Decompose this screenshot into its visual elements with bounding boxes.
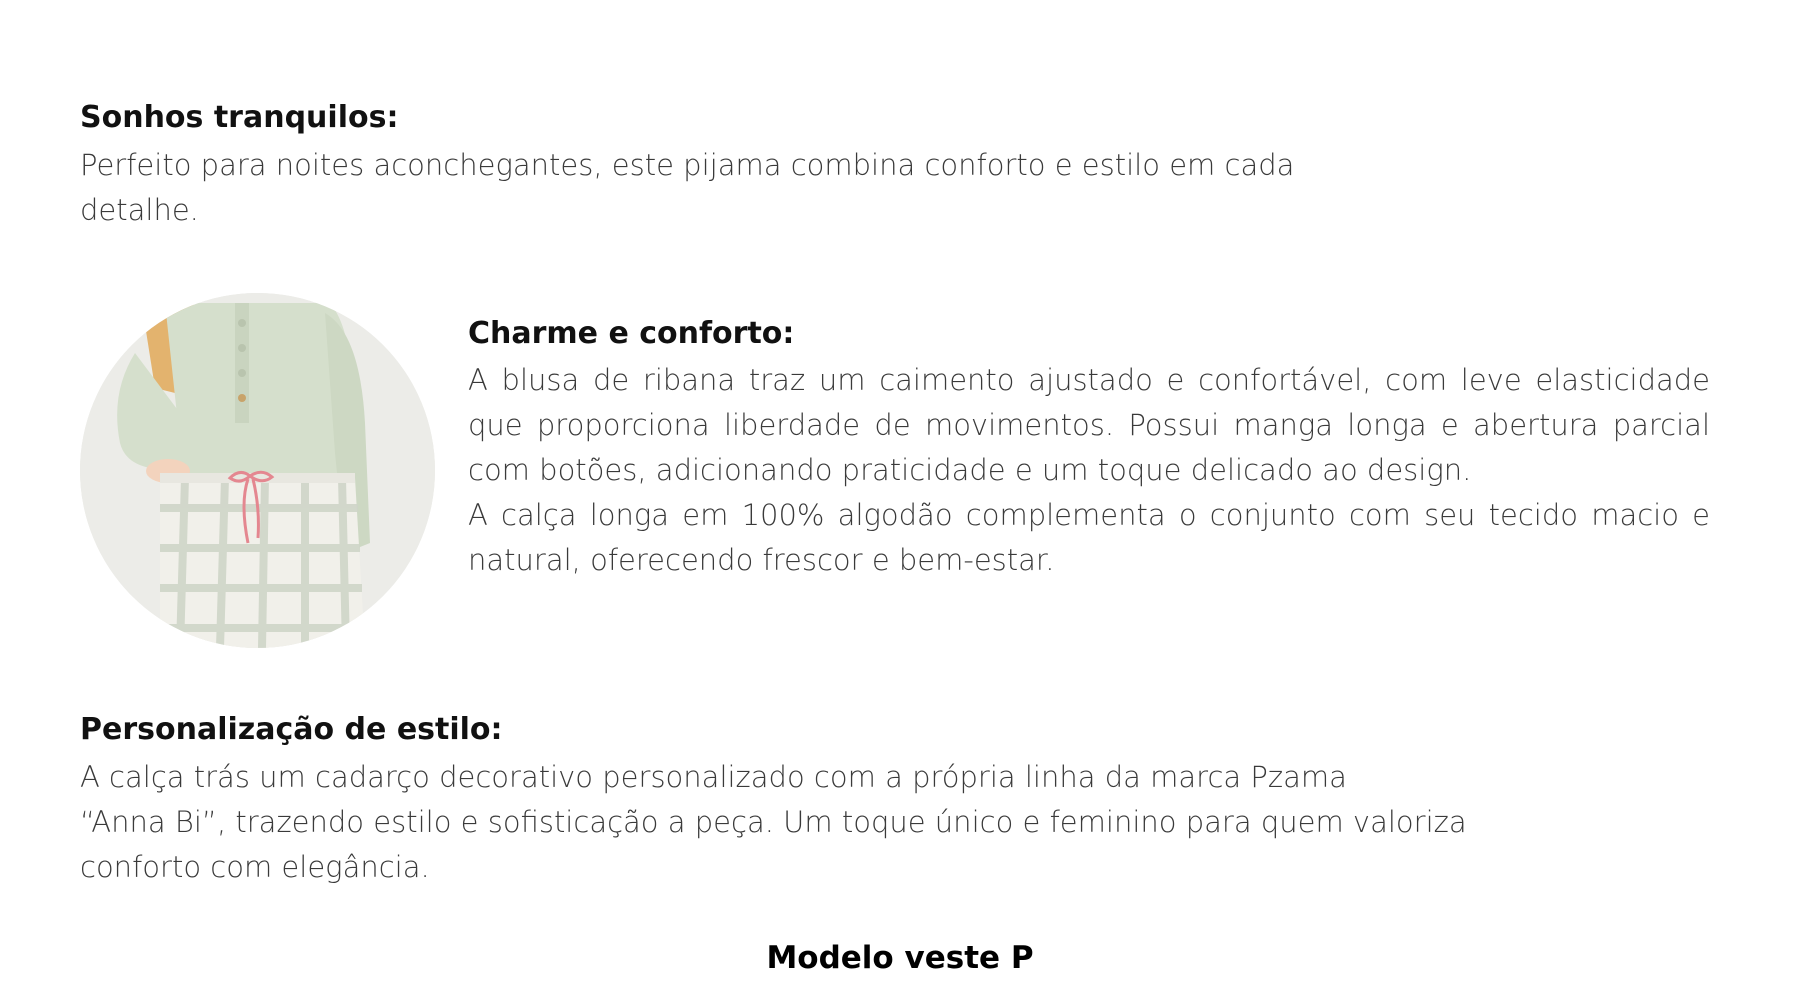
text-line: “Anna Bi”, trazendo estilo e sofisticação a peça. Um toque único e feminino para quem valoriza bbox=[80, 805, 1467, 839]
section-heading-sonhos-tranquilos: Sonhos tranquilos: bbox=[80, 100, 399, 135]
text-line: Perfeito para noites aconchegantes, este pijama combina conforto e estilo em cada bbox=[80, 148, 1295, 182]
section-text-personalizacao bbox=[80, 755, 1580, 890]
section-text-sonhos-tranquilos bbox=[80, 143, 1480, 233]
text-line: conforto com elegância. bbox=[80, 850, 430, 884]
model-pajama-image bbox=[80, 293, 435, 648]
section-heading-personalizacao: Personalização de estilo: bbox=[80, 712, 503, 747]
paragraph-blusa: A blusa de ribana traz um caimento ajustado e confortável, com leve elasticidade que proporciona liberdade de movimentos. Possui manga longa e abertura parcial com botões, adicionando praticidade e um toque delicado ao design. bbox=[468, 363, 1710, 487]
text-line: A calça trás um cadarço decorativo personalizado com a própria linha da marca Pzama bbox=[80, 760, 1347, 794]
paragraph-calca: A calça longa em 100% algodão complementa o conjunto com seu tecido macio e natural, oferecendo frescor e bem-estar. bbox=[468, 498, 1710, 577]
section-text-charme-conforto bbox=[468, 358, 1710, 583]
text-line: detalhe. bbox=[80, 193, 199, 227]
product-photo bbox=[80, 293, 435, 648]
size-note: Modelo veste P bbox=[766, 940, 1034, 976]
section-heading-charme-conforto: Charme e conforto: bbox=[468, 316, 795, 351]
